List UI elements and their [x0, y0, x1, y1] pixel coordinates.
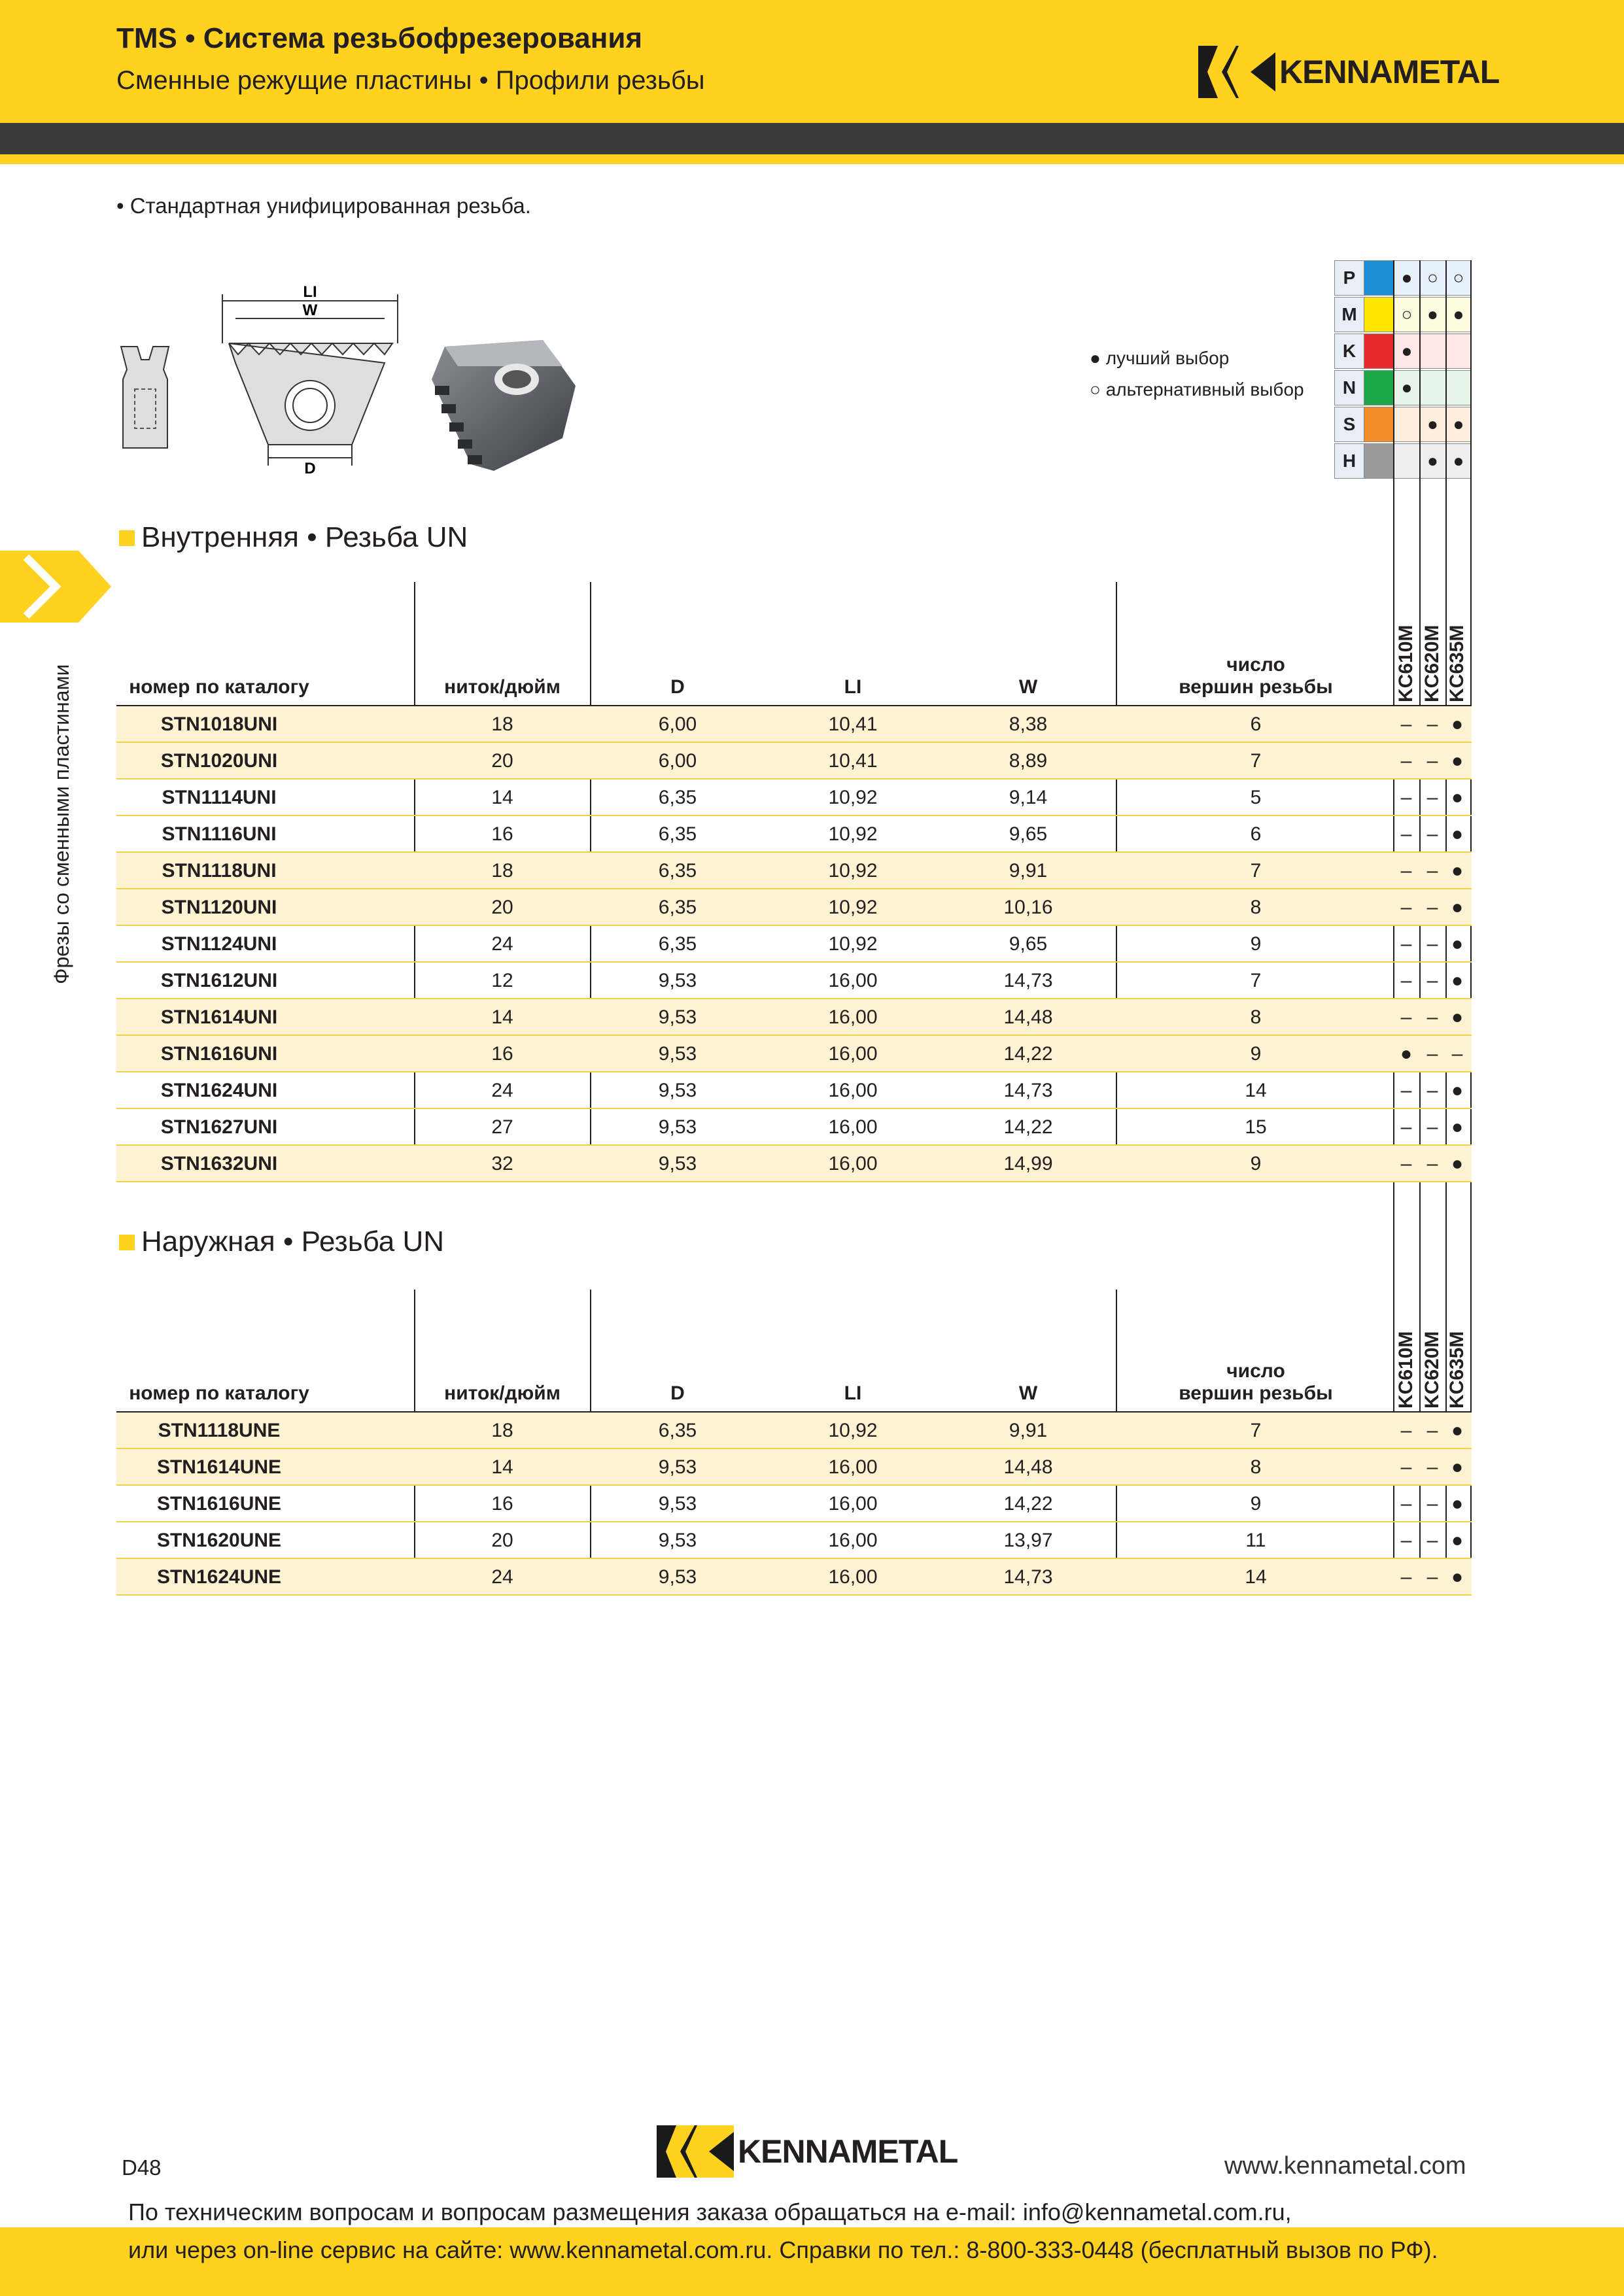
cell-grade-kc635m: ●	[1451, 787, 1464, 808]
cell-w: 14,73	[1003, 1566, 1053, 1588]
column-header-w: W	[1018, 676, 1038, 698]
material-grade-mark: ○	[1445, 260, 1472, 296]
material-color-swatch	[1364, 334, 1394, 369]
cell-grade-kc635m: ●	[1451, 1530, 1464, 1551]
column-header-teeth-line1: число	[1226, 654, 1285, 676]
cell-grade-kc620m: –	[1426, 1530, 1438, 1551]
cell-cat: STN1614UNE	[156, 1456, 282, 1478]
material-grade-mark: ●	[1394, 260, 1420, 296]
dim-label-d: D	[304, 460, 316, 474]
cell-d: 9,53	[658, 1493, 697, 1515]
side-tab-label: Фрезы со сменными пластинами	[50, 664, 73, 984]
table-row	[116, 853, 1472, 889]
table-row	[116, 1486, 1472, 1522]
grade-header-kc635m: KC635M	[1446, 1331, 1468, 1409]
cell-teeth: 14	[1245, 1080, 1267, 1101]
cell-cat: STN1114UNI	[162, 787, 277, 808]
grade-header-kc610m: KC610M	[1395, 1331, 1417, 1409]
material-grade-mark: ●	[1445, 443, 1472, 479]
cell-li: 16,00	[828, 1566, 878, 1588]
material-row-s	[1334, 407, 1469, 443]
cell-w: 14,48	[1003, 1456, 1053, 1478]
cell-w: 10,16	[1003, 897, 1053, 918]
cell-w: 14,73	[1003, 1080, 1053, 1101]
footer-contact-line-2: или через on-line сервис на сайте: www.kennametal.com.ru. Справки по тел.: 8-800-333-0448 (бесплатный вызов по РФ).	[128, 2236, 1438, 2263]
cell-grade-kc610m: –	[1400, 787, 1412, 808]
grade-header-kc620m: KC620M	[1421, 625, 1443, 702]
grade-header-kc635m: KC635M	[1446, 625, 1468, 702]
cell-cat: STN1616UNI	[160, 1043, 278, 1065]
cell-d: 9,53	[658, 1153, 697, 1174]
cell-li: 10,41	[828, 750, 878, 772]
cell-w: 13,97	[1003, 1530, 1053, 1551]
cell-d: 9,53	[658, 1043, 697, 1065]
cell-teeth: 8	[1250, 897, 1262, 918]
cell-grade-kc610m: ●	[1400, 1043, 1413, 1065]
section-title-text: Внутренняя • Резьба UN	[141, 521, 468, 553]
cell-grade-kc635m: –	[1451, 1043, 1463, 1065]
cell-d: 6,35	[658, 933, 697, 955]
cell-grade-kc620m: –	[1426, 897, 1438, 918]
header-dark-band	[0, 123, 1624, 154]
cell-d: 9,53	[658, 1566, 697, 1588]
table-row	[116, 816, 1472, 853]
cell-li: 16,00	[828, 1493, 878, 1515]
section-title-internal	[119, 521, 468, 554]
cell-teeth: 8	[1250, 1006, 1262, 1028]
cell-li: 10,92	[828, 787, 878, 808]
insert-front-view-drawing	[216, 281, 406, 474]
table-row	[116, 1146, 1472, 1182]
material-row-h	[1334, 443, 1469, 480]
cell-li: 10,92	[828, 933, 878, 955]
cell-grade-kc620m: –	[1426, 1006, 1438, 1028]
cell-teeth: 9	[1250, 1153, 1262, 1174]
cell-grade-kc620m: –	[1426, 1080, 1438, 1101]
material-grade-mark: ●	[1445, 297, 1472, 332]
website-link[interactable]: www.kennametal.com	[1224, 2152, 1466, 2180]
cell-d: 9,53	[658, 1530, 697, 1551]
cell-tpi: 18	[491, 860, 513, 882]
material-grade-mark: ●	[1445, 407, 1472, 442]
cell-grade-kc620m: –	[1426, 933, 1438, 955]
cell-tpi: 16	[491, 1493, 513, 1515]
material-row-m	[1334, 297, 1469, 334]
table-row	[116, 1413, 1472, 1449]
cell-li: 16,00	[828, 1080, 878, 1101]
cell-li: 16,00	[828, 1006, 878, 1028]
material-code: K	[1334, 334, 1364, 369]
side-tab-arrow-icon	[0, 551, 111, 623]
cell-grade-kc620m: –	[1426, 1153, 1438, 1174]
cell-grade-kc610m: –	[1400, 750, 1412, 772]
cell-tpi: 18	[491, 713, 513, 735]
cell-grade-kc635m: ●	[1451, 860, 1464, 882]
footer-contact-line-1: По техническим вопросам и вопросам размещения заказа обращаться на e-mail: info@kennametal.com.ru,	[128, 2199, 1292, 2225]
logo-text: KENNAMETAL	[1279, 54, 1500, 90]
cell-grade-kc620m: –	[1426, 1456, 1438, 1478]
material-grade-mark	[1394, 443, 1420, 479]
section-marker-icon	[119, 1235, 135, 1250]
cell-d: 6,35	[658, 823, 697, 845]
section-title-text: Наружная • Резьба UN	[141, 1225, 445, 1258]
column-header-tpi: ниток/дюйм	[444, 676, 561, 698]
cell-cat: STN1612UNI	[160, 970, 278, 991]
cell-teeth: 7	[1250, 970, 1262, 991]
cell-w: 9,65	[1009, 933, 1048, 955]
cell-w: 9,14	[1009, 787, 1048, 808]
cell-cat: STN1624UNE	[156, 1566, 282, 1588]
column-header-li: LI	[844, 676, 862, 698]
cell-cat: STN1120UNI	[161, 897, 277, 918]
cell-d: 9,53	[658, 1080, 697, 1101]
cell-cat: STN1018UNI	[160, 713, 278, 735]
column-header-teeth-line2: вершин резьбы	[1179, 1382, 1333, 1404]
material-grade-mark: ●	[1394, 370, 1420, 405]
cell-grade-kc635m: ●	[1451, 1420, 1464, 1441]
cell-w: 8,38	[1009, 713, 1048, 735]
table-row	[116, 780, 1472, 816]
cell-tpi: 20	[491, 750, 513, 772]
column-header-d: D	[670, 676, 685, 698]
cell-grade-kc610m: –	[1400, 1153, 1412, 1174]
cell-tpi: 24	[491, 1080, 513, 1101]
cell-d: 6,35	[658, 860, 697, 882]
cell-grade-kc610m: –	[1400, 1116, 1412, 1138]
table-row	[116, 743, 1472, 780]
cell-tpi: 32	[491, 1153, 513, 1174]
material-grade-mark: ●	[1394, 334, 1420, 369]
material-grade-mark	[1445, 370, 1472, 405]
cell-w: 9,65	[1009, 823, 1048, 845]
cell-tpi: 18	[491, 1420, 513, 1441]
column-header-tpi: ниток/дюйм	[444, 1382, 561, 1404]
section-title-external	[119, 1225, 444, 1258]
cell-w: 14,22	[1003, 1043, 1053, 1065]
cell-tpi: 24	[491, 933, 513, 955]
table-row	[116, 1449, 1472, 1486]
cell-tpi: 14	[491, 787, 513, 808]
material-grade-mark	[1445, 334, 1472, 369]
footer-logo-text: KENNAMETAL	[738, 2133, 958, 2170]
cell-cat: STN1624UNI	[160, 1080, 278, 1101]
material-code: S	[1334, 407, 1364, 442]
cell-tpi: 20	[491, 897, 513, 918]
cell-tpi: 27	[491, 1116, 513, 1138]
kennametal-logo	[1198, 46, 1499, 98]
cell-d: 6,00	[658, 713, 697, 735]
cell-grade-kc635m: ●	[1451, 1080, 1464, 1101]
kennametal-k-icon	[1198, 46, 1275, 98]
page-subtitle: Сменные режущие пластины • Профили резьбы	[116, 66, 705, 95]
cell-d: 6,35	[658, 1420, 697, 1441]
cell-grade-kc620m: –	[1426, 1116, 1438, 1138]
cell-teeth: 14	[1245, 1566, 1267, 1588]
material-code: P	[1334, 260, 1364, 296]
cell-grade-kc620m: –	[1426, 750, 1438, 772]
material-color-swatch	[1364, 297, 1394, 332]
cell-grade-kc635m: ●	[1451, 970, 1464, 991]
cell-grade-kc610m: –	[1400, 1456, 1412, 1478]
cell-teeth: 15	[1245, 1116, 1267, 1138]
cell-teeth: 11	[1245, 1530, 1266, 1551]
cell-grade-kc620m: –	[1426, 787, 1438, 808]
material-code: N	[1334, 370, 1364, 405]
cell-d: 9,53	[658, 1456, 697, 1478]
grade-header-kc610m: KC610M	[1395, 625, 1417, 702]
material-grade-mark: ○	[1419, 260, 1446, 296]
cell-d: 9,53	[658, 1116, 697, 1138]
cell-tpi: 14	[491, 1006, 513, 1028]
cell-cat: STN1620UNE	[156, 1530, 282, 1551]
cell-li: 10,92	[828, 897, 878, 918]
cell-li: 16,00	[828, 1153, 878, 1174]
insert-3d-photo	[432, 340, 576, 471]
column-header-li: LI	[844, 1382, 862, 1404]
cell-grade-kc610m: –	[1400, 933, 1412, 955]
cell-grade-kc635m: ●	[1451, 1493, 1464, 1515]
cell-grade-kc620m: –	[1426, 1566, 1438, 1588]
material-code: H	[1334, 443, 1364, 479]
cell-grade-kc610m: –	[1400, 1566, 1412, 1588]
table-row	[116, 1559, 1472, 1596]
cell-teeth: 5	[1250, 787, 1262, 808]
cell-cat: STN1616UNE	[156, 1493, 282, 1515]
cell-grade-kc635m: ●	[1451, 1116, 1464, 1138]
cell-grade-kc610m: –	[1400, 713, 1412, 735]
cell-teeth: 7	[1250, 750, 1262, 772]
table-row	[116, 889, 1472, 926]
column-header-w: W	[1018, 1382, 1038, 1404]
dim-label-li: LI	[303, 283, 317, 301]
legend-alternative: ○ альтернативный выбор	[1090, 379, 1304, 400]
material-grade-mark	[1394, 407, 1420, 442]
material-grade-mark: ○	[1394, 297, 1420, 332]
material-color-swatch	[1364, 407, 1394, 442]
cell-teeth: 9	[1250, 933, 1262, 955]
cell-grade-kc635m: ●	[1451, 1006, 1464, 1028]
cell-w: 14,99	[1003, 1153, 1053, 1174]
table-row	[116, 963, 1472, 999]
cell-tpi: 20	[491, 1530, 513, 1551]
cell-grade-kc610m: –	[1400, 823, 1412, 845]
cell-w: 14,73	[1003, 970, 1053, 991]
cell-grade-kc610m: –	[1400, 897, 1412, 918]
kennametal-k-icon	[657, 2125, 734, 2178]
cell-d: 6,00	[658, 750, 697, 772]
cell-d: 9,53	[658, 970, 697, 991]
page-title: TMS • Система резьбофрезерования	[116, 22, 643, 54]
cell-grade-kc610m: –	[1400, 970, 1412, 991]
material-row-k	[1334, 334, 1469, 370]
material-grade-mark: ●	[1419, 297, 1446, 332]
table-row	[116, 1109, 1472, 1146]
cell-teeth: 6	[1250, 713, 1262, 735]
cell-d: 6,35	[658, 897, 697, 918]
cell-li: 10,92	[828, 860, 878, 882]
cell-grade-kc610m: –	[1400, 860, 1412, 882]
cell-li: 16,00	[828, 1043, 878, 1065]
intro-text: • Стандартная унифицированная резьба.	[116, 194, 531, 218]
material-row-p	[1334, 260, 1469, 297]
cell-tpi: 14	[491, 1456, 513, 1478]
cell-li: 10,41	[828, 713, 878, 735]
table-row	[116, 1036, 1472, 1072]
cell-cat: STN1116UNI	[162, 823, 277, 845]
cell-teeth: 8	[1250, 1456, 1262, 1478]
cell-grade-kc610m: –	[1400, 1530, 1412, 1551]
cell-tpi: 24	[491, 1566, 513, 1588]
cell-grade-kc620m: –	[1426, 860, 1438, 882]
cell-li: 16,00	[828, 1456, 878, 1478]
cell-grade-kc635m: ●	[1451, 1456, 1464, 1478]
cell-d: 6,35	[658, 787, 697, 808]
external-thread-table	[116, 1290, 1472, 1594]
material-grade-mark: ●	[1419, 407, 1446, 442]
cell-cat: STN1020UNI	[160, 750, 278, 772]
cell-w: 8,89	[1009, 750, 1048, 772]
cell-cat: STN1632UNI	[160, 1153, 278, 1174]
column-header-d: D	[670, 1382, 685, 1404]
cell-grade-kc620m: –	[1426, 1493, 1438, 1515]
column-header-catalog: номер по каталогу	[129, 1382, 309, 1404]
section-marker-icon	[119, 530, 135, 546]
table-row	[116, 999, 1472, 1036]
cell-li: 10,92	[828, 823, 878, 845]
table-row	[116, 1522, 1472, 1559]
material-color-swatch	[1364, 260, 1394, 296]
cell-grade-kc610m: –	[1400, 1080, 1412, 1101]
cell-tpi: 16	[491, 823, 513, 845]
cell-cat: STN1627UNI	[160, 1116, 278, 1138]
material-grade-mark	[1419, 370, 1446, 405]
cell-grade-kc620m: –	[1426, 1043, 1438, 1065]
column-header-catalog: номер по каталогу	[129, 676, 309, 698]
material-color-swatch	[1364, 443, 1394, 479]
internal-thread-table	[116, 582, 1472, 1178]
cell-li: 16,00	[828, 1530, 878, 1551]
grade-header-kc620m: KC620M	[1421, 1331, 1443, 1409]
cell-li: 16,00	[828, 1116, 878, 1138]
cell-teeth: 9	[1250, 1043, 1262, 1065]
column-header-teeth-line2: вершин резьбы	[1179, 676, 1333, 698]
cell-li: 10,92	[828, 1420, 878, 1441]
cell-w: 14,48	[1003, 1006, 1053, 1028]
legend-best: ● лучший выбор	[1090, 348, 1230, 368]
cell-d: 9,53	[658, 1006, 697, 1028]
table-row	[116, 706, 1472, 743]
cell-grade-kc635m: ●	[1451, 823, 1464, 845]
cell-grade-kc620m: –	[1426, 823, 1438, 845]
cell-w: 14,22	[1003, 1493, 1053, 1515]
cell-cat: STN1614UNI	[160, 1006, 278, 1028]
header-yellow-band	[0, 154, 1624, 164]
material-row-n	[1334, 370, 1469, 407]
cell-cat: STN1118UNE	[158, 1420, 281, 1441]
insert-side-view-drawing	[118, 340, 173, 451]
cell-grade-kc635m: ●	[1451, 897, 1464, 918]
cell-tpi: 16	[491, 1043, 513, 1065]
cell-cat: STN1118UNI	[162, 860, 277, 882]
table-row	[116, 1072, 1472, 1109]
cell-grade-kc635m: ●	[1451, 1566, 1464, 1588]
material-code: M	[1334, 297, 1364, 332]
footer-kennametal-logo	[657, 2125, 958, 2178]
material-grade-mark	[1419, 334, 1446, 369]
cell-grade-kc635m: ●	[1451, 1153, 1464, 1174]
cell-grade-kc635m: ●	[1451, 713, 1464, 735]
cell-w: 9,91	[1009, 1420, 1048, 1441]
table-row	[116, 926, 1472, 963]
cell-grade-kc635m: ●	[1451, 933, 1464, 955]
cell-grade-kc610m: –	[1400, 1493, 1412, 1515]
cell-w: 9,91	[1009, 860, 1048, 882]
cell-li: 16,00	[828, 970, 878, 991]
cell-cat: STN1124UNI	[161, 933, 277, 955]
dim-label-w: W	[302, 301, 318, 319]
cell-teeth: 7	[1250, 860, 1262, 882]
cell-grade-kc620m: –	[1426, 713, 1438, 735]
cell-grade-kc610m: –	[1400, 1006, 1412, 1028]
cell-tpi: 12	[491, 970, 513, 991]
material-grade-mark: ●	[1419, 443, 1446, 479]
cell-grade-kc610m: –	[1400, 1420, 1412, 1441]
material-color-swatch	[1364, 370, 1394, 405]
cell-teeth: 6	[1250, 823, 1262, 845]
cell-w: 14,22	[1003, 1116, 1053, 1138]
page-number: D48	[122, 2155, 162, 2180]
cell-grade-kc620m: –	[1426, 1420, 1438, 1441]
cell-grade-kc635m: ●	[1451, 750, 1464, 772]
cell-grade-kc620m: –	[1426, 970, 1438, 991]
cell-teeth: 7	[1250, 1420, 1262, 1441]
column-header-teeth-line1: число	[1226, 1360, 1285, 1382]
cell-teeth: 9	[1250, 1493, 1262, 1515]
